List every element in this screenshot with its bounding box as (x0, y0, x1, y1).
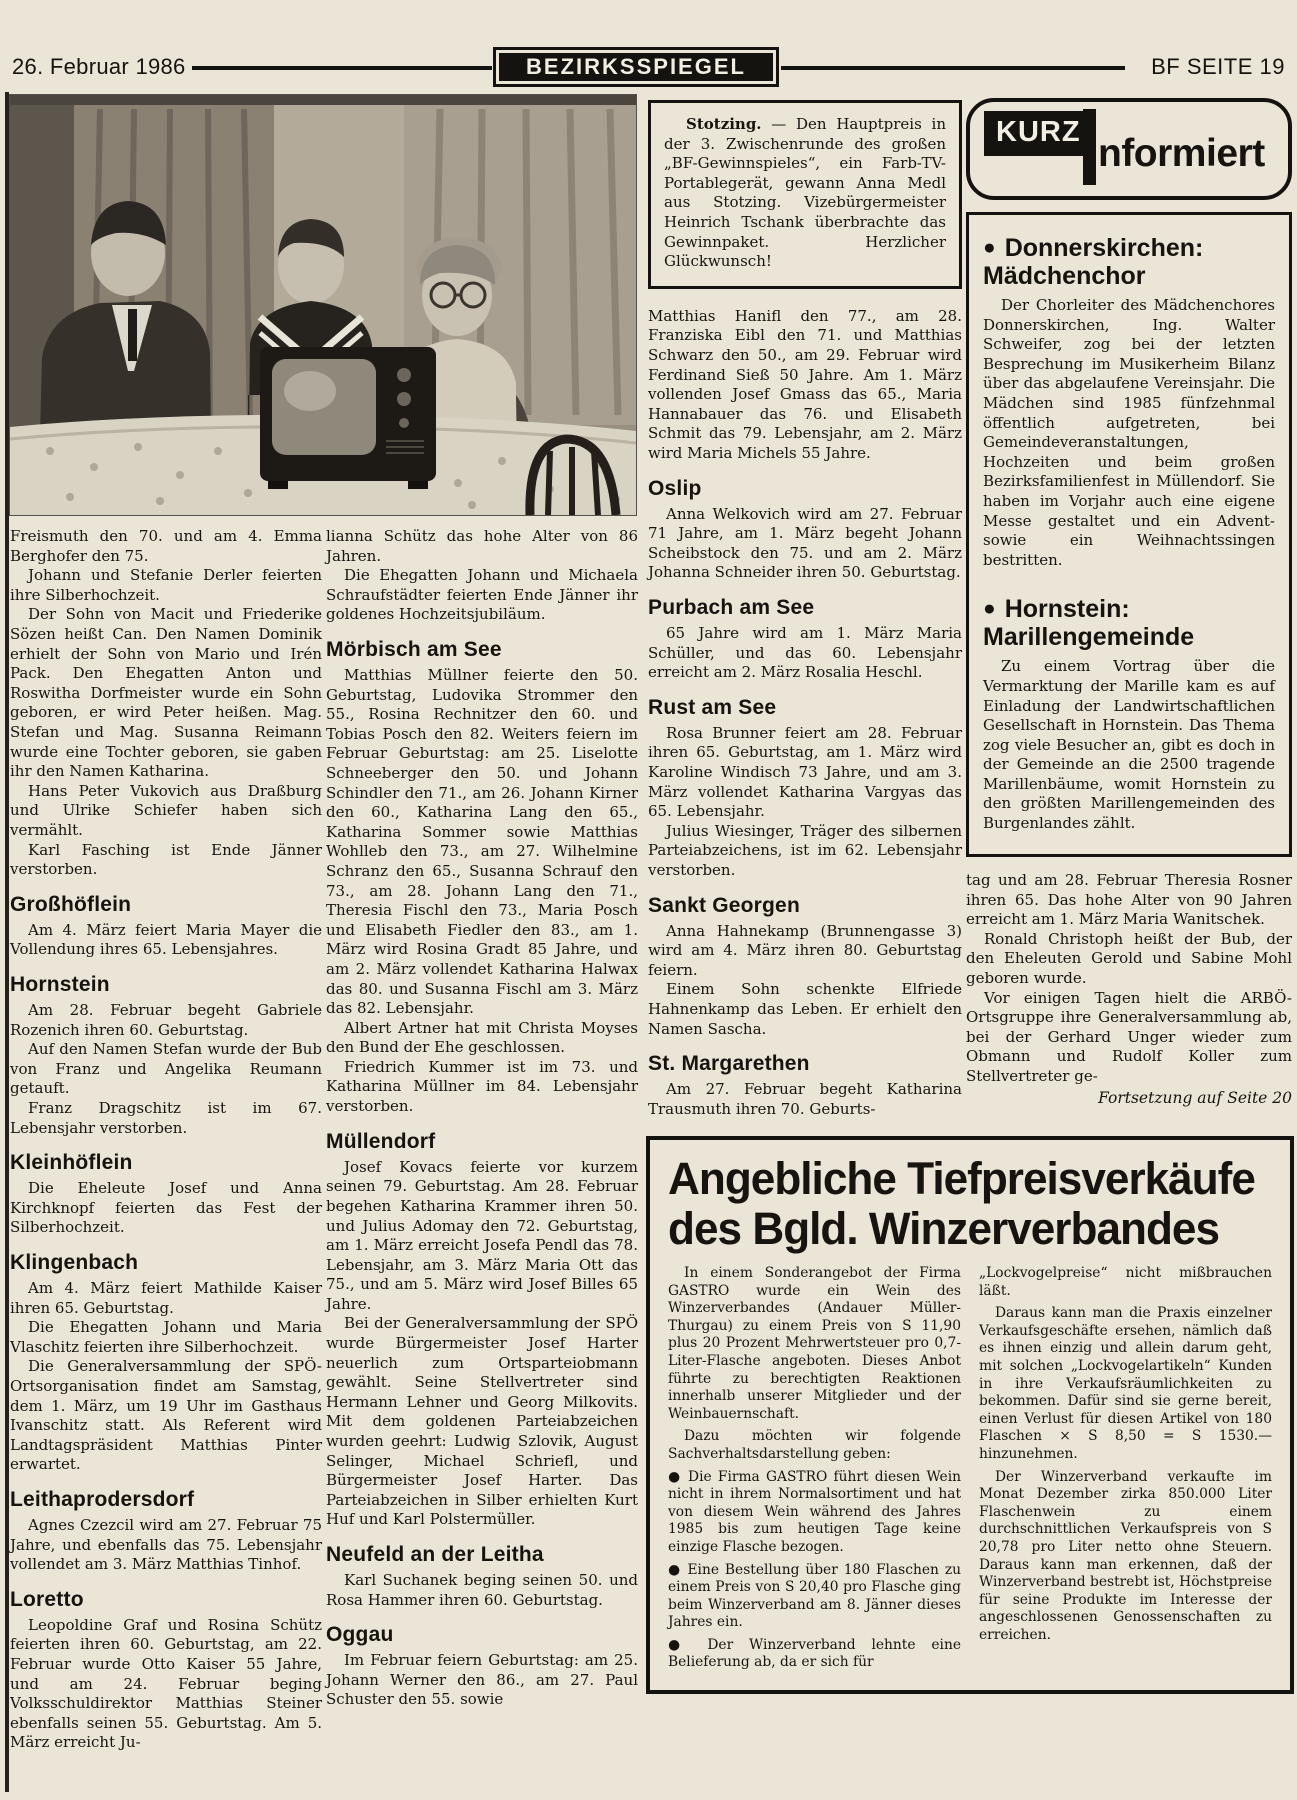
column-1 (10, 527, 322, 1753)
paragraph: Die Eheleute Josef und Anna Kirchknopf feierten das Fest der Silberhochzeit. (10, 1179, 322, 1237)
informiert-label: nformiert (1098, 132, 1265, 175)
paragraph: Julius Wiesinger, Träger des silbernen Parteiabzeichens, ist im 62. Lebensjahr verstorben. (648, 821, 962, 879)
section-heading: Hornstein (10, 972, 110, 996)
paragraph: Daraus kann man die Praxis einzelner Verkaufsgeschäfte ersehen, nämlich daß es ihnen einzig und allein darum geht, mit solchen „Lockvogelartikeln“ Kunden in ihre Verkaufsräumlichkeiten zu bekommen. Dafür sind sie gerne bereit, einen Verlust für diesen Artikel von 180 Flaschen × S 8,50 = S 1530.— hinzunehmen. (979, 1305, 1272, 1462)
column-3 (648, 100, 962, 1119)
paragraph: Am 4. März feiert Maria Mayer die Vollendung ihres 65. Lebensjahres. (10, 920, 322, 959)
continued-on-page-note: Fortsetzung auf Seite 20 (1098, 1088, 1292, 1107)
page-number-label: BF SEITE 19 (1151, 54, 1285, 79)
section-heading: Sankt Georgen (648, 893, 800, 917)
section-heading: Kleinhöflein (10, 1151, 133, 1175)
paragraph: In einem Sonderangebot der Firma GASTRO wurde ein Wein des Winzerverbandes (Andauer Müller-Thurgau) zu einem Preis von S 11,90 plus 20 Prozent Mehrwertsteuer pro 0,7-Liter-Flasche angeboten. Dieses Anbot führte zu berechtigten Reaktionen innerhalb unserer Mitglieder und der Weinbauernschaft. (668, 1265, 961, 1422)
paragraph: tag und am 28. Februar Theresia Rosner ihren 65. Das hohe Alter von 90 Jahren erreicht am 1. März Maria Wanitschek. (966, 871, 1292, 929)
paragraph: ● Der Winzerverband lehnte eine Belieferung ab, da er sich für (668, 1636, 961, 1671)
kurz-informiert-logo (966, 98, 1292, 200)
paragraph: Karl Suchanek beging seinen 50. und Rosa Hammer ihren 60. Geburtstag. (326, 1571, 638, 1609)
stotzing-box (648, 100, 962, 289)
paragraph: Leopoldine Graf und Rosina Schütz feierten ihren 60. Geburtstag, am 22. Februar wurde Otto Kaiser 55 Jahre, und am 24. Februar beging Volksschuldirektor Matthias Steiner ebenfalls seinen 55. Geburtstag. Am 5. März erreicht Ju- (10, 1615, 322, 1752)
paragraph: Albert Artner hat mit Christa Moyses den Bund der Ehe geschlossen. (326, 1018, 638, 1057)
paragraph: Karl Fasching ist Ende Jänner verstorben. (10, 840, 322, 879)
kurz-section-title (983, 235, 1275, 263)
paragraph: Einem Sohn schenkte Elfriede Hahnenkamp das Leben. Er erhielt den Namen Sascha. (648, 980, 962, 1038)
paragraph: Der Winzerverband verkaufte im Monat Dezember zirka 850.000 Liter Flaschenwein zu einem durchschnittlichen Verkaufspreis von S 20,78 pro Liter netto ohne Steuern. Daraus kann man erkennen, daß der Winzerverband bestrebt ist, Höchstpreise für seine Produkte im Interesse der angeschlossenen Genossenschaften zu erreichen. (979, 1468, 1272, 1643)
paragraph: ● Die Firma GASTRO führt diesen Wein nicht in ihrem Normalsortiment und hat von diesem Wein während des Jahres 1985 bis zum heutigen Tage keine einzige Flasche bezogen. (668, 1468, 961, 1555)
bullet-icon: ● (983, 597, 996, 621)
paragraph: Der Chorleiter des Mädchenchores Donnerskirchen, Ing. Walter Schweifer, zog bei der letzten Besprechung im Musikerheim Bilanz über das abgelaufene Vereinsjahr. Die Mädchen sind 1985 fünfzehnmal öffentlich aufgetreten, bei Gemeindeveranstaltungen, Hochzeiten und beim großen Bezirksfamilienfest in Müllendorf. Sie haben im Vorjahr auch eine eigene Messe gestaltet und ein Advent- sowie ein Weihnachtssingen bestritten. (983, 296, 1275, 569)
section-heading: Loretto (10, 1587, 84, 1611)
article-headline-line2: des Bgld. Winzerverbandes (668, 1202, 1220, 1254)
paragraph: Anna Hahnekamp (Brunnengasse 3) wird am 4. März ihren 80. Geburtstag feiern. (648, 921, 962, 979)
paragraph: Auf den Namen Stefan wurde der Bub von Franz und Angelika Reumann getauft. (10, 1040, 322, 1098)
winzerverband-article-box (646, 1136, 1294, 1694)
masthead-title: BEZIRKSSPIEGEL (499, 53, 773, 81)
paragraph: Johann und Stefanie Derler feierten ihre Silberhochzeit. (10, 566, 322, 604)
stotzing-text: — Den Hauptpreis in der 3. Zwischenrunde des großen „BF-Gewinnspieles“, ein Farb-TV-Portablegerät, gewann Anna Medl aus Stotzing. Vizebürgermeister Heinrich Tschank überbrachte das Gewinnpaket. Herzlicher Glückwunsch! (664, 115, 946, 271)
paragraph: Im Februar feiern Geburtstag: am 25. Johann Werner den 86., am 27. Paul Schuster den 55. sowie (326, 1651, 638, 1709)
article-columns (668, 1265, 1272, 1672)
paragraph: Rosa Brunner feiert am 28. Februar ihren 65. Geburtstag, am 1. März wird Karoline Windisch 73 Jahre, und am 3. März vollendet Katharina Vargyas das 65. Lebensjahr. (648, 723, 962, 821)
kurz-section-title (983, 596, 1275, 624)
paragraph: Anna Welkovich wird am 27. Februar 71 Jahre, am 1. März begeht Johann Scheibstock den 75. und am 2. März Johanna Schneider ihren 50. Geburtstag. (648, 504, 962, 582)
paragraph: Matthias Hanifl den 77., am 28. Franziska Eibl den 71. und Matthias Schwarz den 50., am 29. Februar wird Ferdinand Sieß 50 Jahre. Am 1. März vollenden Josef Gmass das 65., Maria Hannabauer das 76. und Elisabeth Schmit das 79. Lebensjahr, am 2. März wird Maria Michels 55 Jahre. (648, 306, 962, 462)
paragraph: Der Sohn von Macit und Friederike Sözen heißt Can. Den Namen Dominik erhielt der Sohn von Mario und Irén Pack. Den Ehegatten Anton und Roswitha Dorfmeister wurde ein Sohn geboren, er wird Peter heißen. Mag. Stefan und Mag. Susanna Reimann wurde eine Tochter geboren, sie gaben ihr den Namen Katharina. (10, 605, 322, 781)
paragraph: 65 Jahre wird am 1. März Maria Schüller, und das 60. Lebensjahr erreicht am 2. März Rosalia Heschl. (648, 623, 962, 682)
section-heading: Rust am See (648, 695, 777, 719)
kurz-section-town: Hornstein: (1004, 595, 1130, 624)
masthead-box (493, 47, 779, 87)
paragraph (664, 115, 946, 272)
section-heading: Neufeld an der Leitha (326, 1543, 544, 1566)
paragraph: Josef Kovacs feierte vor kurzem seinen 79. Geburtstag. Am 28. Februar begehen Katharina Krammer ihren 50. und Julius Adomay den 72. Geburtstag, am 1. März erreicht Josefa Pendl das 78. Lebensjahr, am 3. März Maria Ott das 75., und am 5. März wird Josef Billes 65 Jahre. (326, 1157, 638, 1313)
section-heading: Klingenbach (10, 1250, 139, 1274)
section-heading: Großhöflein (10, 892, 132, 916)
article-column-right (979, 1265, 1272, 1672)
paragraph: Zu einem Vortrag über die Vermarktung der Marille kam es auf Einladung der Landwirtschaftlichen Gesellschaft in Hornstein. Das Thema zog viele Besucher an, gibt es doch in der Gemeinde an die 2500 tragende Marillenbäume, womit Hornstein zu den größten Marillengemeinden des Burgenlandes zählt. (983, 657, 1275, 833)
section-heading: Purbach am See (648, 595, 815, 619)
kurz-section-town: Donnerskirchen: (1004, 234, 1204, 262)
paragraph: Die Ehegatten Johann und Maria Vlaschitz feierten ihre Silberhochzeit. (10, 1318, 322, 1356)
section-heading: Leithaprodersdorf (10, 1487, 195, 1511)
section-heading: Müllendorf (326, 1129, 436, 1153)
kurz-section-subtitle: Mädchenchor (983, 261, 1146, 290)
kurz-informiert-box (966, 212, 1292, 857)
paragraph: Die Generalversammlung der SPÖ-Ortsorganisation findet am Samstag, dem 1. März, um 19 Uhr im Gasthaus Ivanschitz statt. Als Referent wird Landtagspräsident Matthias Pinter erwartet. (10, 1357, 322, 1474)
paragraph: Hans Peter Vukovich aus Draßburg und Ulrike Schiefer haben sich vermählt. (10, 781, 322, 839)
paragraph: Vor einigen Tagen hielt die ARBÖ-Ortsgruppe ihre Generalversammlung ab, bei der Gerhard Unger wieder zum Obmann und Rudolf Koller zum Stellvertreter ge- (966, 988, 1292, 1085)
kurz-label: KURZ (984, 111, 1093, 156)
letter-i-bar (1083, 109, 1096, 185)
scan-edge-line (5, 92, 9, 1792)
paragraph: Friedrich Kummer ist im 73. und Katharina Müllner im 84. Lebensjahr verstorben. (326, 1057, 638, 1116)
header-rule-left (192, 66, 492, 70)
paragraph: lianna Schütz das hohe Alter von 86 Jahren. (326, 527, 638, 565)
stotzing-lead: Stotzing. (686, 115, 762, 133)
paragraph: Am 4. März feiert Mathilde Kaiser ihren 65. Geburtstag. (10, 1279, 322, 1317)
paragraph: Ronald Christoph heißt der Bub, der den Eheleuten Gerold und Sabine Mohl geboren wurde. (966, 929, 1292, 987)
column-4 (966, 98, 1292, 1108)
paragraph: Bei der Generalversammlung der SPÖ wurde Bürgermeister Josef Harter neuerlich zum Ortsparteiobmann gewählt. Seine Stellvertreter sind Hermann Lehner und Georg Milkovits. Mit dem goldenen Parteiabzeichen wurden geehrt: Ludwig Szlovik, August Selinger, Michael Schriefl, und Bürgermeister Josef Harter. Das Parteiabzeichen in Silber erhielten Kurt Huf und Karl Polstermüller. (326, 1314, 638, 1529)
paragraph: Matthias Müllner feierte den 50. Geburtstag, Ludovika Strommer den 55., Rosina Rechnitzer den 60. und Tobias Posch den 82. Weiters feiern im Februar Geburtstag: am 25. Liselotte Schneeberger den 50. und Johann Schindler den 71., am 26. Johann Kirner den 60., Katharina Lang den 65., Katharina Sommer sowie Matthias Wohlleb den 73., am 27. Wilhelmine Schranz den 65., Susanna Schrauf den 73., am 28. Johann Lang den 71., Theresia Fischl den 73., Maria Posch und Elisabeth Fiedler den 83., am 1. März wird Rosina Gradt 85 Jahre, und am 2. März vollendet Katharina Halwax das 80. und Susanna Fischl am 3. März das 82. Lebensjahr. (326, 666, 638, 1018)
article-headline-line1: Angebliche Tiefpreisverkäufe (668, 1153, 1255, 1204)
header-rule-right (781, 66, 1125, 70)
article-column-left (668, 1265, 961, 1672)
paragraph: Dazu möchten wir folgende Sachverhaltsdarstellung geben: (668, 1428, 961, 1462)
section-heading: St. Margarethen (648, 1052, 810, 1076)
paragraph: „Lockvogelpreise“ nicht mißbrauchen läßt. (979, 1265, 1272, 1299)
kurz-section-subtitle: Marillengemeinde (983, 622, 1195, 651)
bullet-icon: ● (983, 236, 996, 259)
section-heading: Mörbisch am See (326, 637, 502, 661)
section-heading: Oslip (648, 476, 702, 500)
paragraph: Am 27. Februar begeht Katharina Trausmuth ihren 70. Geburts- (648, 1080, 962, 1118)
page-date: 26. Februar 1986 (12, 54, 186, 79)
paragraph: ● Eine Bestellung über 180 Flaschen zu einem Preis von S 20,40 pro Flasche ging beim Winzerverband am 8. Jänner dieses Jahres ein. (668, 1561, 961, 1631)
column-2 (326, 527, 638, 1710)
paragraph: Franz Dragschitz ist im 67. Lebensjahr verstorben. (10, 1098, 322, 1137)
paragraph: Freismuth den 70. und am 4. Emma Berghofer den 75. (10, 527, 322, 565)
paragraph: Die Ehegatten Johann und Michaela Schraufstädter feierten Ende Jänner ihr goldenes Hochzeitsjubiläum. (326, 566, 638, 624)
paragraph: Agnes Czezcil wird am 27. Februar 75 Jahre, und ebenfalls das 75. Lebensjahr vollendet am 3. März Matthias Tinhof. (10, 1515, 322, 1574)
paragraph: Am 28. Februar begeht Gabriele Rozenich ihren 60. Geburtstag. (10, 1000, 322, 1039)
section-heading: Oggau (326, 1623, 394, 1647)
photo-three-people-with-tv (10, 95, 636, 515)
